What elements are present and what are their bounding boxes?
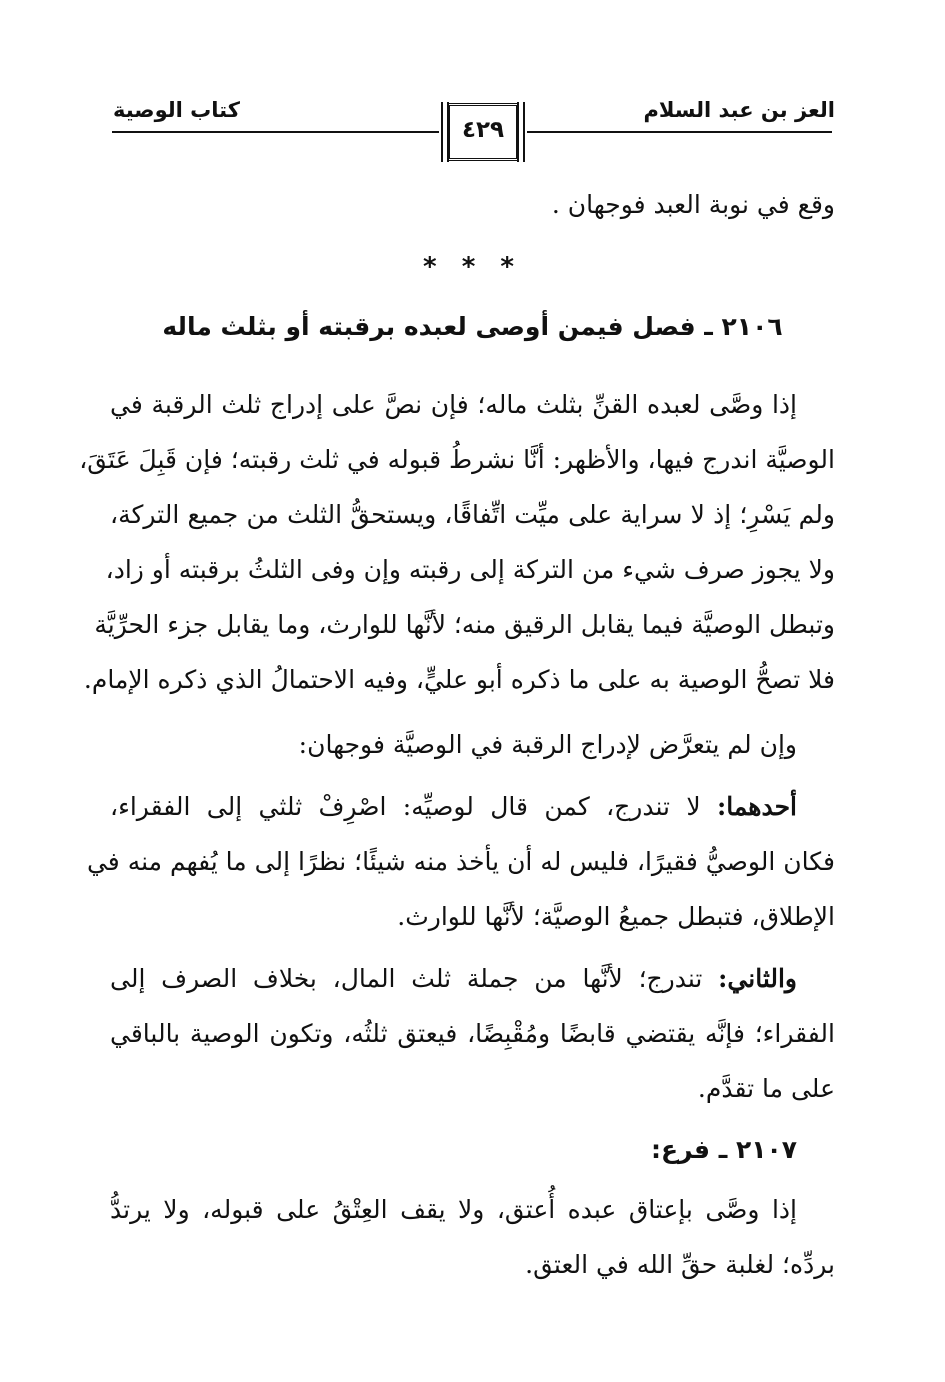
- para4-lead: والثاني:: [718, 964, 797, 993]
- opening-line: وقع في نوبة العبد فوجهان .: [551, 190, 835, 219]
- page-number-frame: [439, 97, 527, 167]
- para1-line-1: إذا وصَّى لعبده القنِّ بثلث ماله؛ فإن نصَّ على إدراج ثلث الرقبة في: [110, 390, 797, 419]
- para1-line-3: ولم يَسْرِ؛ إذ لا سراية على ميِّت اتِّفاقًا، ويستحقُّ الثلث من جميع التركة،: [110, 500, 835, 529]
- para1-line-4: ولا يجوز صرف شيء من التركة إلى رقبته وإن وفى الثلثُ برقبته أو زاد،: [105, 555, 835, 584]
- section-heading: ٢١٠٦ ـ فصل فيمن أوصى لعبده برقبته أو بثلث ماله: [162, 312, 783, 341]
- page-number: ٤٢٩: [461, 117, 505, 143]
- para5-line-2: بردِّه؛ لغلبة حقِّ الله في العتق.: [525, 1250, 835, 1279]
- running-head-section: كتاب الوصية: [113, 98, 240, 122]
- para4-text: تندرج؛ لأنَّها من جملة ثلث المال، بخلاف الصرف إلى: [110, 964, 719, 993]
- para1-line-5: وتبطل الوصيَّة فيما يقابل الرقيق منه؛ لأنَّها للوارث، وما يقابل جزء الحرِّيَّة: [94, 610, 835, 639]
- para4-line-1: [110, 962, 797, 996]
- running-head-author: العز بن عبد السلام: [643, 98, 835, 122]
- para3-line-1: [110, 790, 797, 824]
- para3-text: لا تندرج، كمن قال لوصيِّه: اصْرِفْ ثلثي إلى الفقراء،: [110, 792, 717, 821]
- para3-lead: أحدهما:: [716, 792, 797, 821]
- section-separator: * * *: [423, 252, 522, 282]
- para1-line-2: الوصيَّة اندرج فيها، والأظهر: أنَّا نشرطُ قبوله في ثلث رقبته؛ فإن قَبِلَ عَتَقَ،: [79, 445, 835, 474]
- para3-line-2: فكان الوصيُّ فقيرًا، فليس له أن يأخذ منه شيئًا؛ نظرًا إلى ما يُفهم منه في: [86, 847, 835, 876]
- para1-line-6: فلا تصحُّ الوصية به على ما ذكره أبو عليٍّ، وفيه الاحتمالُ الذي ذكره الإمام.: [83, 665, 835, 694]
- branch-heading: ٢١٠٧ ـ فرع:: [651, 1135, 797, 1164]
- para4-line-2: الفقراء؛ فإنَّه يقتضي قابضًا ومُقْبِضًا، فيعتق ثلثُه، وتكون الوصية بالباقي: [110, 1019, 835, 1048]
- para3-line-3: الإطلاق، فتبطل جميعُ الوصيَّة؛ لأنَّها للوارث.: [397, 902, 835, 931]
- para2-line: وإن لم يتعرَّض لإدراج الرقبة في الوصيَّة فوجهان:: [298, 730, 797, 759]
- para4-line-3: على ما تقدَّم.: [697, 1074, 835, 1103]
- para5-line-1: إذا وصَّى بإعتاق عبده أُعتق، ولا يقف العِتْقُ على قبوله، ولا يرتدُّ: [110, 1195, 797, 1224]
